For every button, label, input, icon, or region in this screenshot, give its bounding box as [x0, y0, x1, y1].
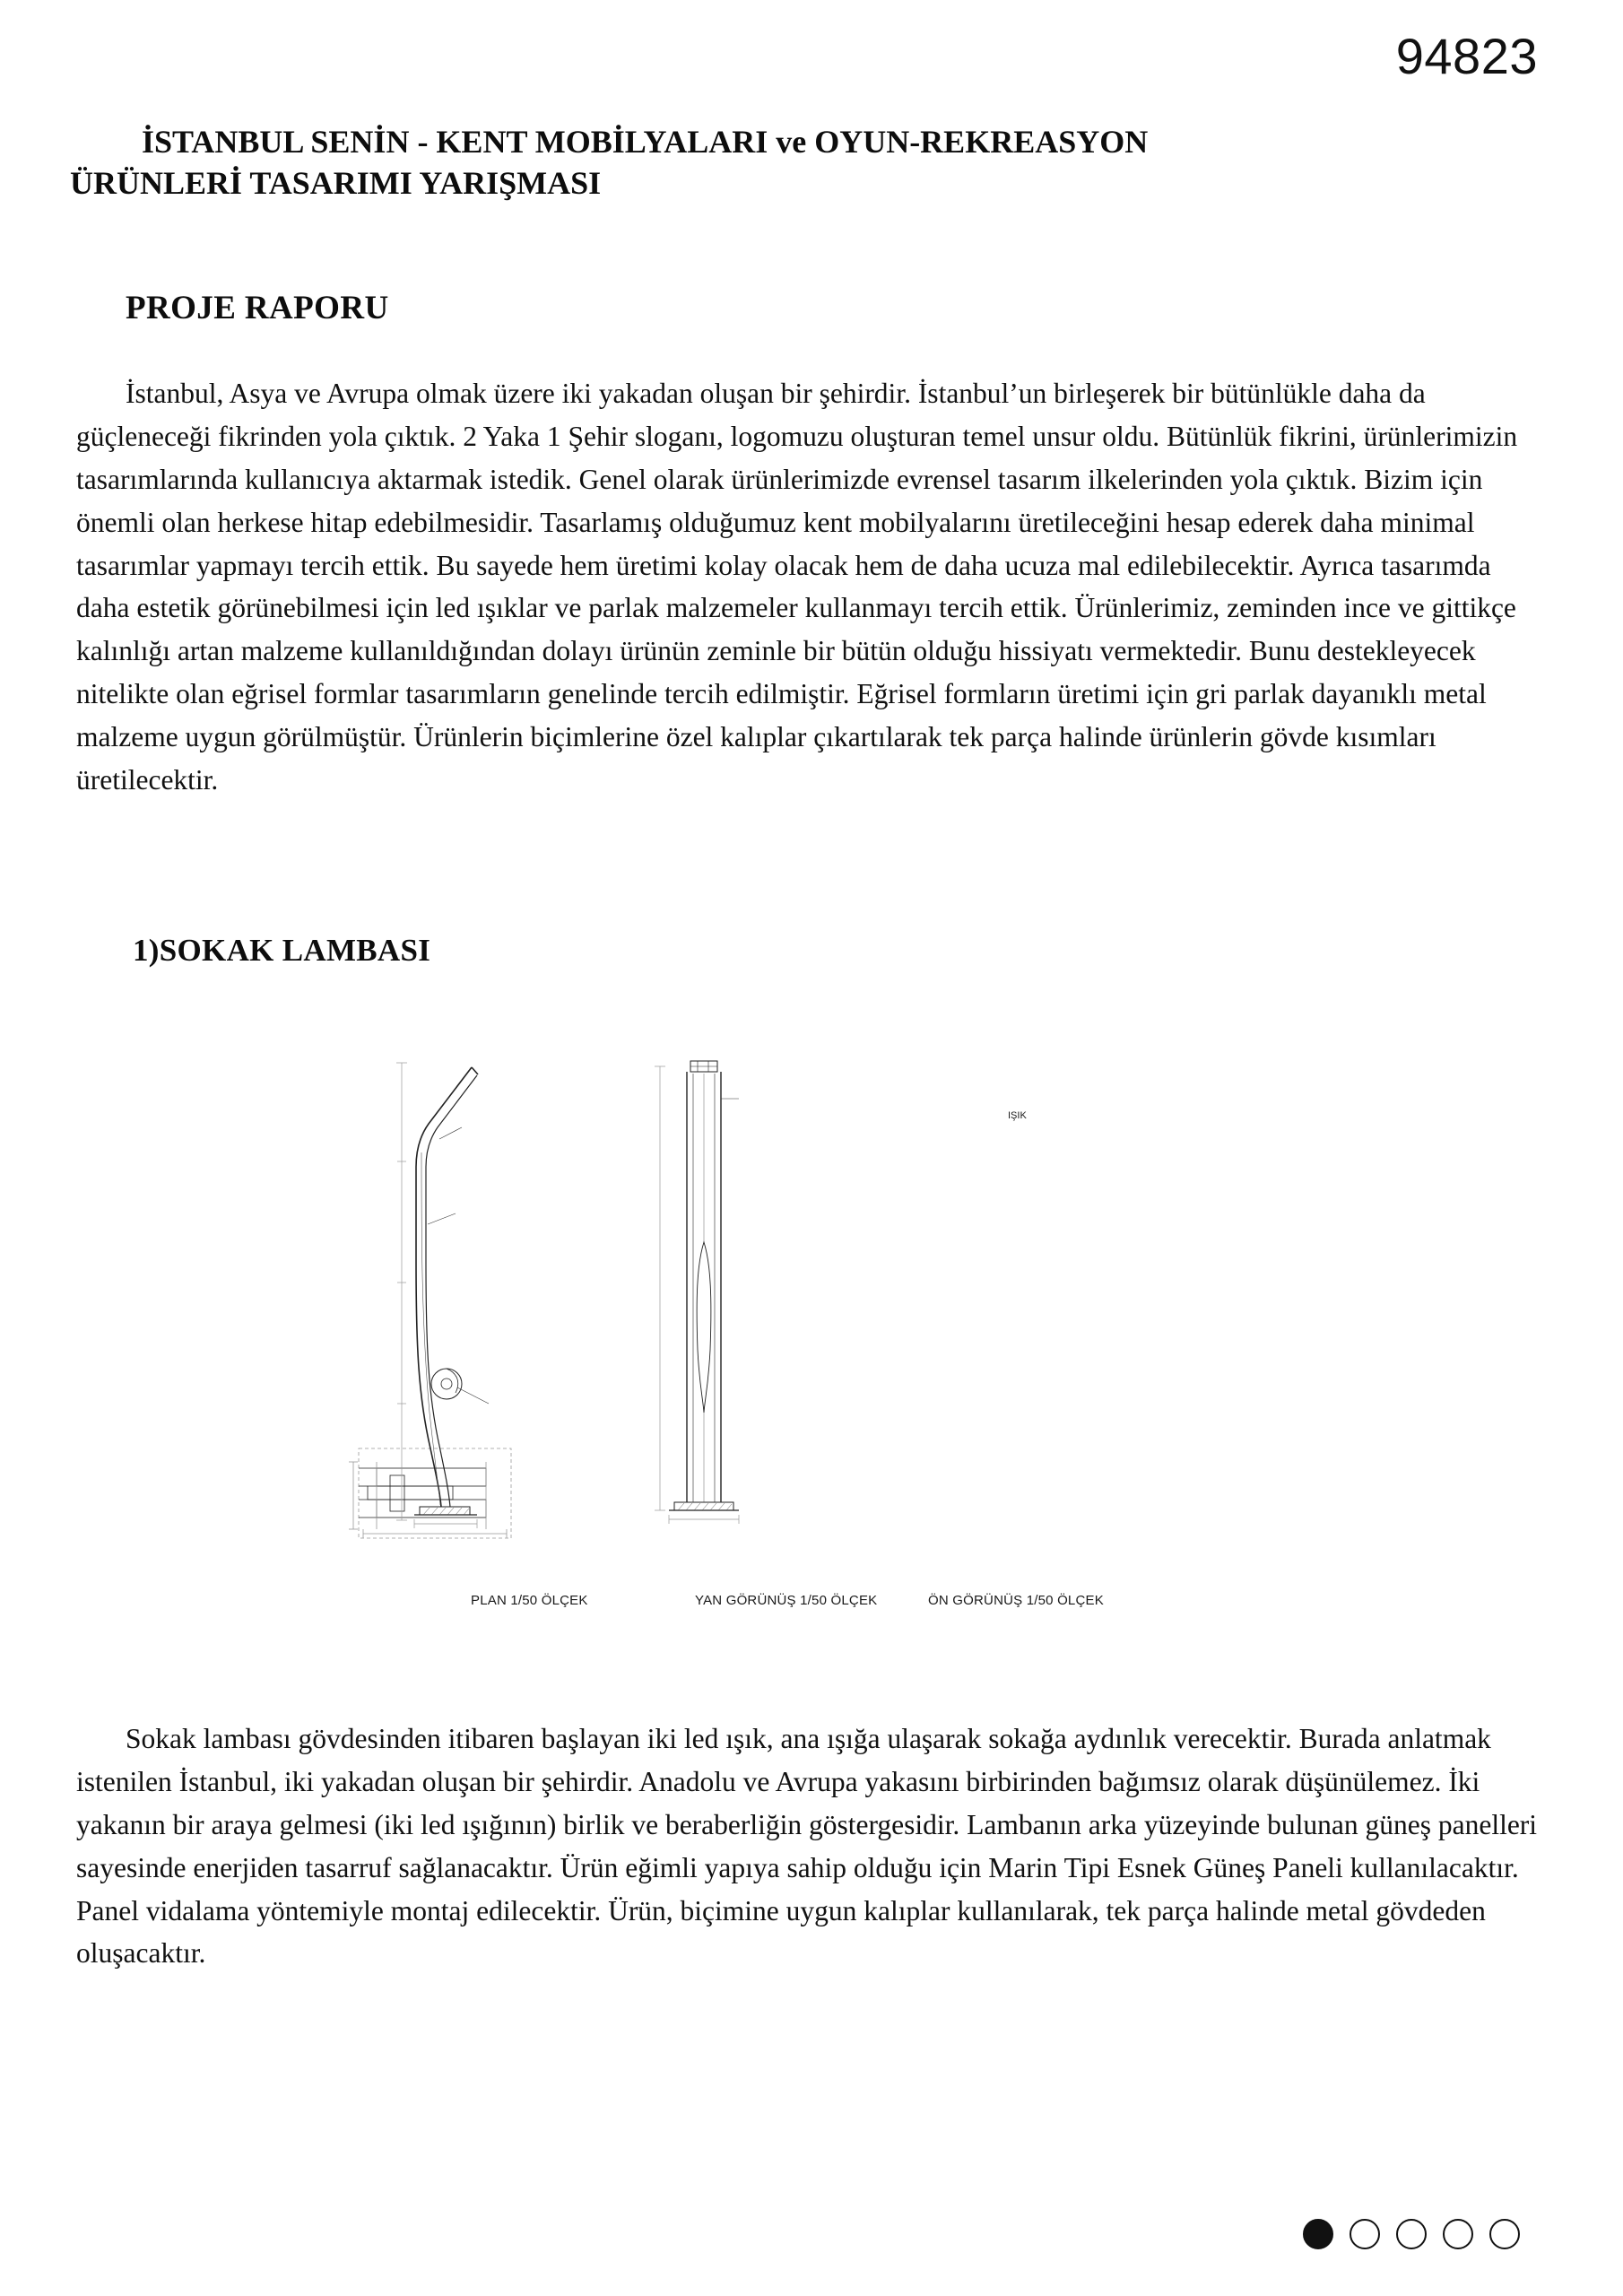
caption-front-view: ÖN GÖRÜNÜŞ 1/50 ÖLÇEK: [928, 1593, 1104, 1608]
paragraph-intro: İstanbul, Asya ve Avrupa olmak üzere iki yakadan oluşan bir şehirdir. İstanbul’un birleşerek bir bütünlükle daha da güçleneceği fikrinden yola çıktık. 2 Yaka 1 Şehir sloganı, logomuzu oluşturan temel unsur oldu. Bütünlük fikrini, ürünlerimizin tasarımlarında kullanıcıya aktarmak istedik. Genel olarak ürünlerimizde evrensel tasarım ilkelerinden yola çıktık. Bizim için önemli olan herkese hitap edebilmesidir. Tasarlamış olduğumuz kent mobilyalarını üretileceğini hesap ederek daha minimal tasarımlar yapmayı tercih ettik. Bu sayede hem üretimi kolay olacak hem de daha ucuza mal edilebilecektir. Ayrıca tasarımda daha estetik görünebilmesi için led ışıklar ve parlak malzemeler kullanmayı tercih ettik. Ürünlerimiz, zeminden ince ve gittikçe kalınlığı artan malzeme kullanıldığından dolayı ürünün zeminle bir bütün olduğu hissiyatı vermektedir. Bunu destekleyecek nitelikte olan eğrisel formlar tasarımların genelinde tercih edilmiştir. Eğrisel formların üretimi için gri parlak dayanıklı metal malzeme uygun görülmüştür. Ürünlerin biçimlerine özel kalıplar çıkartılarak tek parça halinde ürünlerin gövde kısımları üretilecektir.: [76, 378, 1518, 796]
page-dot-2[interactable]: [1350, 2219, 1380, 2249]
front-view-light-label: IŞIK: [1008, 1110, 1027, 1121]
section-heading-project-report: PROJE RAPORU: [126, 290, 389, 326]
competition-title-line-1: İSTANBUL SENİN - KENT MOBİLYALARI ve OYUN-REKREASYON: [142, 124, 1149, 160]
product-heading-street-lamp: 1)SOKAK LAMBASI: [133, 933, 431, 968]
page-dot-4[interactable]: [1443, 2219, 1473, 2249]
page-indicator[interactable]: [1303, 2219, 1520, 2249]
plan-view: [349, 1448, 511, 1538]
front-view: [655, 1061, 739, 1524]
page-dot-1[interactable]: [1303, 2219, 1333, 2249]
caption-plan-view: PLAN 1/50 ÖLÇEK: [471, 1593, 588, 1608]
paragraph-street-lamp-description: Sokak lambası gövdesinden itibaren başlayan iki led ışık, ana ışığa ulaşarak sokağa aydınlık verecektir. Burada anlatmak istenilen İstanbul, iki yakadan oluşan bir şehirdir. Anadolu ve Avrupa yakasını birbirinden bağımsız olarak düşünülemez. İki yakanın bir araya gelmesi (iki led ışığının) birlik ve beraberliğin göstergesidir. Lambanın arka yüzeyinde bulunan güneş panelleri sayesinde enerjiden tasarruf sağlanacaktır. Ürün eğimli yapıya sahip olduğu için Marin Tipi Esnek Güneş Paneli kullanılacaktır. Panel vidalama yöntemiyle montaj edilecektir. Ürün, biçimine uygun kalıplar kullanılarak, tek parça halinde metal gövdeden oluşacaktır.: [76, 1723, 1538, 1970]
entry-code-number: 94823: [1395, 28, 1538, 84]
caption-side-view: YAN GÖRÜNÜŞ 1/50 ÖLÇEK: [695, 1593, 878, 1608]
competition-title-line-2: ÜRÜNLERİ TASARIMI YARIŞMASI: [70, 165, 602, 202]
page-dot-5[interactable]: [1489, 2219, 1520, 2249]
page-dot-3[interactable]: [1396, 2219, 1427, 2249]
technical-drawing: [341, 1054, 1291, 1619]
competition-title: [70, 121, 1558, 204]
side-view: [396, 1063, 489, 1528]
technical-drawing-svg: [341, 1054, 1291, 1619]
